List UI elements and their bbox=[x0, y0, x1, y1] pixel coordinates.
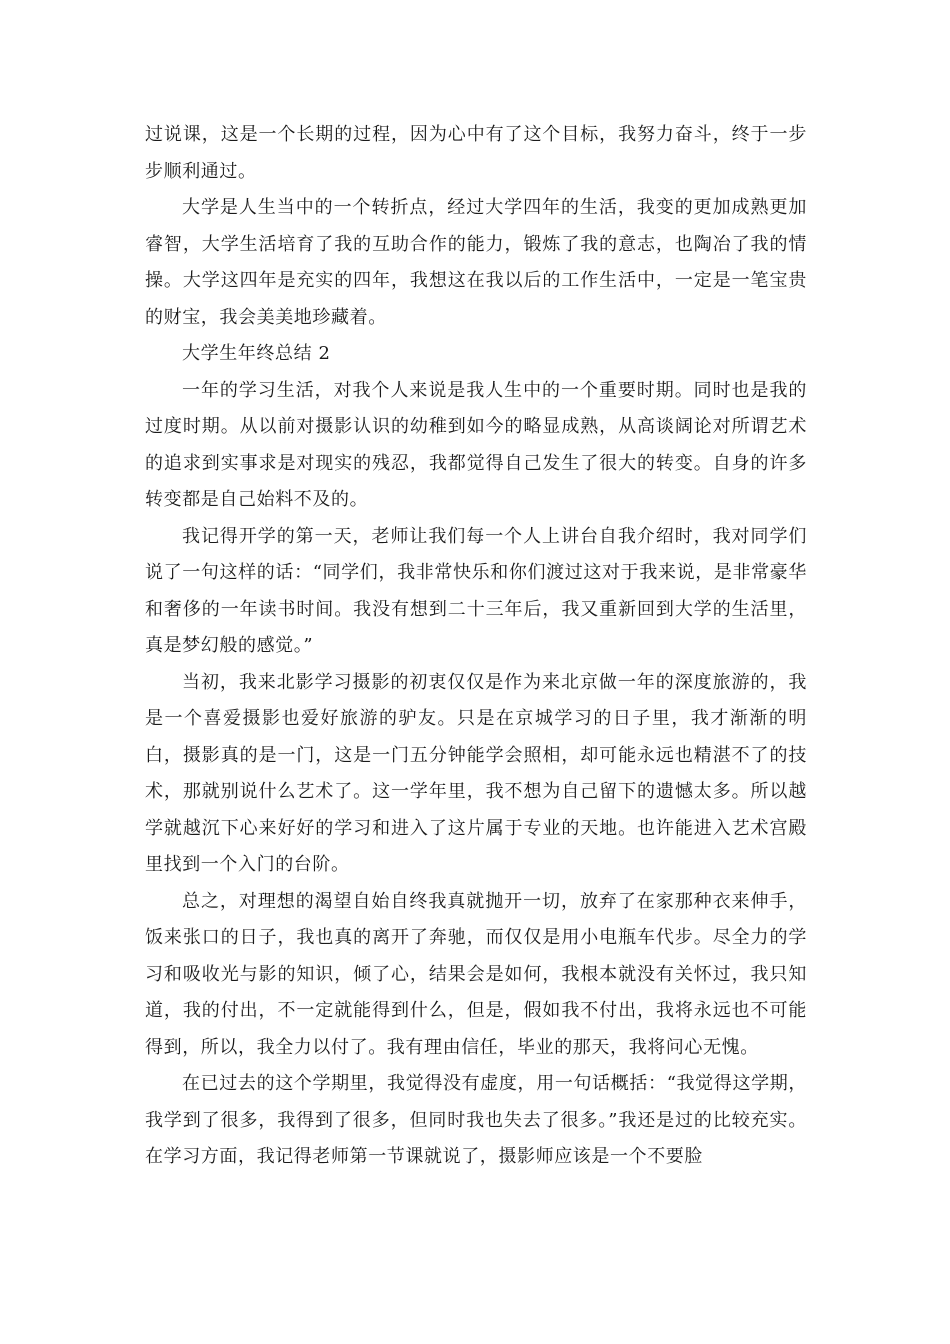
section-heading: 大学生年终总结 2 bbox=[182, 343, 331, 364]
paragraph-3: 一年的学习生活，对我个人来说是我人生中的一个重要时期。同时也是我的过度时期。从以前对摄影认识的幼稚到如今的略显成熟，从高谈阔论对所谓艺术的追求到实事求是对现实的残忍，我都觉得自己发生了很大的转变。自身的许多转变都是自己始料不及的。 bbox=[145, 379, 807, 510]
document-body bbox=[145, 117, 807, 1176]
paragraph-4: 我记得开学的第一天，老师让我们每一个人上讲台自我介绍时，我对同学们说了一句这样的话：“同学们，我非常快乐和你们渡过这对于我来说，是非常豪华和奢侈的一年读书时间。我没有想到二十三年后，我又重新回到大学的生活里，真是梦幻般的感觉。” bbox=[145, 525, 807, 656]
paragraph-5: 当初，我来北影学习摄影的初衷仅仅是作为来北京做一年的深度旅游的，我是一个喜爱摄影也爱好旅游的驴友。只是在京城学习的日子里，我才渐渐的明白，摄影真的是一门，这是一门五分钟能学会照相，却可能永远也精湛不了的技术，那就别说什么艺术了。这一学年里，我不想为自己留下的遗憾太多。所以越学就越沉下心来好好的学习和进入了这片属于专业的天地。也许能进入艺术宫殿里找到一个入门的台阶。 bbox=[145, 671, 807, 875]
paragraph-6: 总之，对理想的渴望自始自终我真就抛开一切，放弃了在家那种衣来伸手，饭来张口的日子，我也真的离开了奔驰，而仅仅是用小电瓶车代步。尽全力的学习和吸收光与影的知识，倾了心，结果会是如何，我根本就没有关怀过，我只知道，我的付出，不一定就能得到什么，但是，假如我不付出，我将永远也不可能得到，所以，我全力以付了。我有理由信任，毕业的那天，我将问心无愧。 bbox=[145, 890, 807, 1058]
paragraph-1: 过说课，这是一个长期的过程，因为心中有了这个目标，我努力奋斗，终于一步步顺利通过。 bbox=[145, 124, 807, 182]
paragraph-7: 在已过去的这个学期里，我觉得没有虚度，用一句话概括：“我觉得这学期，我学到了很多，我得到了很多，但同时我也失去了很多。”我还是过的比较充实。在学习方面，我记得老师第一节课就说了，摄影师应该是一个不要脸 bbox=[145, 1073, 807, 1167]
paragraph-2: 大学是人生当中的一个转折点，经过大学四年的生活，我变的更加成熟更加睿智，大学生活培育了我的互助合作的能力，锻炼了我的意志，也陶冶了我的情操。大学这四年是充实的四年，我想这在我以后的工作生活中，一定是一笔宝贵的财宝，我会美美地珍藏着。 bbox=[145, 197, 807, 328]
